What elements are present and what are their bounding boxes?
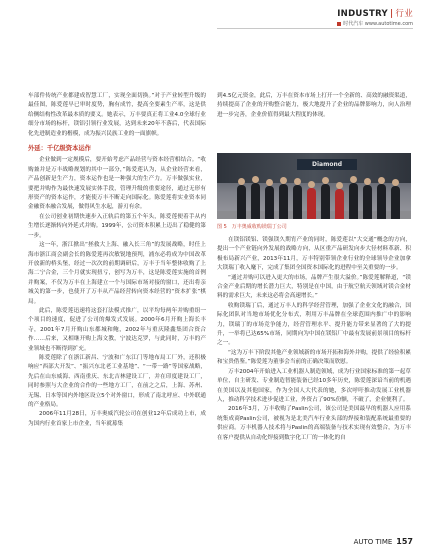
paragraph: “通过并购可以进入更大的市场，品牌产生很大溢价。”陈爱莲解释道，“镁合金产业后期的增长潜力巨大，特别是在中国，由于航空航天领域对镁合金材料的需求巨大，未来这必将会高速增长。” [217,274,411,300]
section-title-en: INDUSTRY [337,9,388,19]
photo-person [307,188,316,219]
paragraph: 2016年3月，万丰收购了Paslin公司，该公司是美国最早的机器人应用系统集成商Paslin公司，被视为是北美汽车行业头部的焊接和装配系统最重要的供应商。万丰机器人技术将与Paslin的高端装备与技术实现有效整合，为万丰在客户提供从自动化焊接到数字化工厂的一体化的自 [217,406,411,441]
photo-banner: Diamond [297,159,357,170]
photo-person [237,185,246,219]
figure-number: 图 5 [217,224,227,230]
paragraph: 企业做到一定规模后，要开始考虑产品经营与资本经营相结合。“收购兼并是万丰战略规划的其中一部分，”陈爱莲认为，从企业经营来看，产品创新是生产力，资本运作也是一种强大的生产力。万丰做强实业，要把并购作为最快速发展实体手段，管理升级的重要途径，通过无形有形资产的资本运作，才能使万丰不断走向国际化。陈爱莲将实业资本同金融资本融合发展，做得风生水起，游刃有余。 [28,157,206,211]
photo-person [251,183,260,219]
page-footer [354,537,413,546]
paragraph: 在镁铝镁铝、镁强镁久期宵产业的同时，陈爱莲以“大交通”概念的方向，提出一个产业链向外发展的战略方向，从区重产品研发向步大径材料革新、积极布局新兴产业，2013年11月，万丰特别带领企业行业的全球领导企业加拿大镁瑞丁收入麾下，完成了集团全国资本国际化的进程中至关重要的一步。 [217,237,411,272]
photo-person [279,184,288,219]
header-rule [217,28,413,29]
right-bottom-column [217,236,411,443]
paragraph: 陈爱莲除了在浙江新昌、宁波和广东江门等地布局工厂外，还积极响应“西部大开发”、“振兴东北老工业基地”、“一带一路”等国家战略，先后在山东威海、西南重庆、东北吉林建设工厂，并在印度建设工厂，同时参照与大企业的合作的一些地方工厂，在前之之后，上海、苏州、无锡、日本等国内外地区设立5个对外窗口，形成了南北呼应、中外联通的产业格局。 [28,354,206,408]
left-column [28,92,206,429]
magazine-website: 时代汽车 www.autotime.com [343,21,413,27]
group-photo [217,153,411,219]
magazine-subline [337,20,413,27]
section-title-cn: 行业 [395,9,413,19]
paragraph: 收购镁瑞丁后，通过万丰人的科学经营管理，加强了企业文化的融合，国际化团队对当地市场优化分布式，利用万丰品牌在全球范围内推广中的影响力，镁瑞丁的市场竞争能力，经营管理水平、提升能力带来显著的了大的提升，一举将已达65%市场，同期向为中国在镁铝厂中最有发展前景项目的标杆之一。 [217,302,411,347]
photo-person [321,184,330,219]
photo-person [349,183,358,219]
photo-caption [217,223,287,230]
paragraph: 2006年11月28日，万丰奥威汽轮公司在创业12年后成功上市，成为国内行业首家上市企业，当年就募集 [28,411,206,427]
paragraph: 此后，陈爱莲迅速将这套打法模式推广，以平均每两年并购重组一个项目的速度，促进了公司的爆发式发展。2000年6月开购上海长丰寺，2001年7月开购山东都城和鲍，2002年与重庆隆鑫集团合资合作……后来，又相继开购上海文教，宁波达克罗，与此同时，万丰的产业领域也不断得到扩充。 [28,307,206,352]
paragraph: 万丰2004年开始进入工业机器人制造领域，成为行业国家标准的第一起草单位，自主研发、专业制造智能装备已经10多年历史，陈爱莲深谙当前的机遇在美国以及其他国家，作为全国人大代表的她，多次呼吁推动发展工业机器人，推动科学技术进步促进工业，外资占了90%份额，不破了，企业便利了。 [217,368,411,403]
page-number: 157 [396,537,413,546]
brand-mark-icon [337,22,341,26]
figure-caption: 万丰奥威收购镁瑞丁公司 [231,224,287,230]
right-top-column [217,92,411,120]
paragraph: 在公司创业初期快速步入正轨后的第五个年头，陈爱莲便着手从内生增长逐渐转向外延式并购。1999年，公司资本积累上迈出了稳健的第一步。 [28,213,206,239]
paragraph: 到4.5亿元资金，此后，万丰在资本市场上打开一个全新的、高效的融资渠道，持续提高了企业的开购整合能力，极大地提升了企业的品牌影响力，向人治理进一步完善，企业价值得到最大程度的体现。 [217,93,411,118]
photo-person [265,186,274,219]
paragraph: “这为万丰下阶段其他产业领域新的市场开拓和海外并购，提供了经验积累和宝贵借鉴。”陈爱莲为董事会当前的正确决策而欣慰。 [217,349,411,366]
magazine-name: AUTO TIME [353,537,393,546]
photo-person [293,185,302,219]
photo-person [363,185,372,219]
photo-person [391,186,400,219]
paragraph: 这一年，浙江掀出“拯救大上海、融入长三角”的发展战略，时任上海市浙江商会副会长的陈爱莲再次敏锐地预判，浦东必将成为中国改革开放新的桥头堡，经过一次次的前期调研后，万丰于当年整体收购了上海二宁合金，三个月就实现扭亏，创写为万丰，这是陈爱莲实施的首例并购案，不仅为万丰在上海建立一个与国际市场对接的窗口，还出将亲城关的第一步，也使开了万丰从产品经营转向资本经营的“资本扩张”棋局。 [28,242,206,305]
photo-person [335,189,344,219]
section-divider: | [389,9,394,19]
section-subheading: 外延：千亿级资本运作 [28,145,91,153]
photo-person [377,184,386,219]
paragraph: 车部件传统产业都建成智慧工厂，实现全面切换。”对于产业转型升级的最佳图，陈爱莲早已审时度势，胸有成竹，提高全要素生产率，这是供给侧结构性改革最本质的要义。她表示，万丰要真正将工业4.0全球行业细分市场的标杆，镁铝引领行业发展，达到未来20年不落后，代表国际化先进制造业的楷模，成为振兴民族工业的一面旗帜。 [28,93,206,137]
section-header [337,7,413,19]
